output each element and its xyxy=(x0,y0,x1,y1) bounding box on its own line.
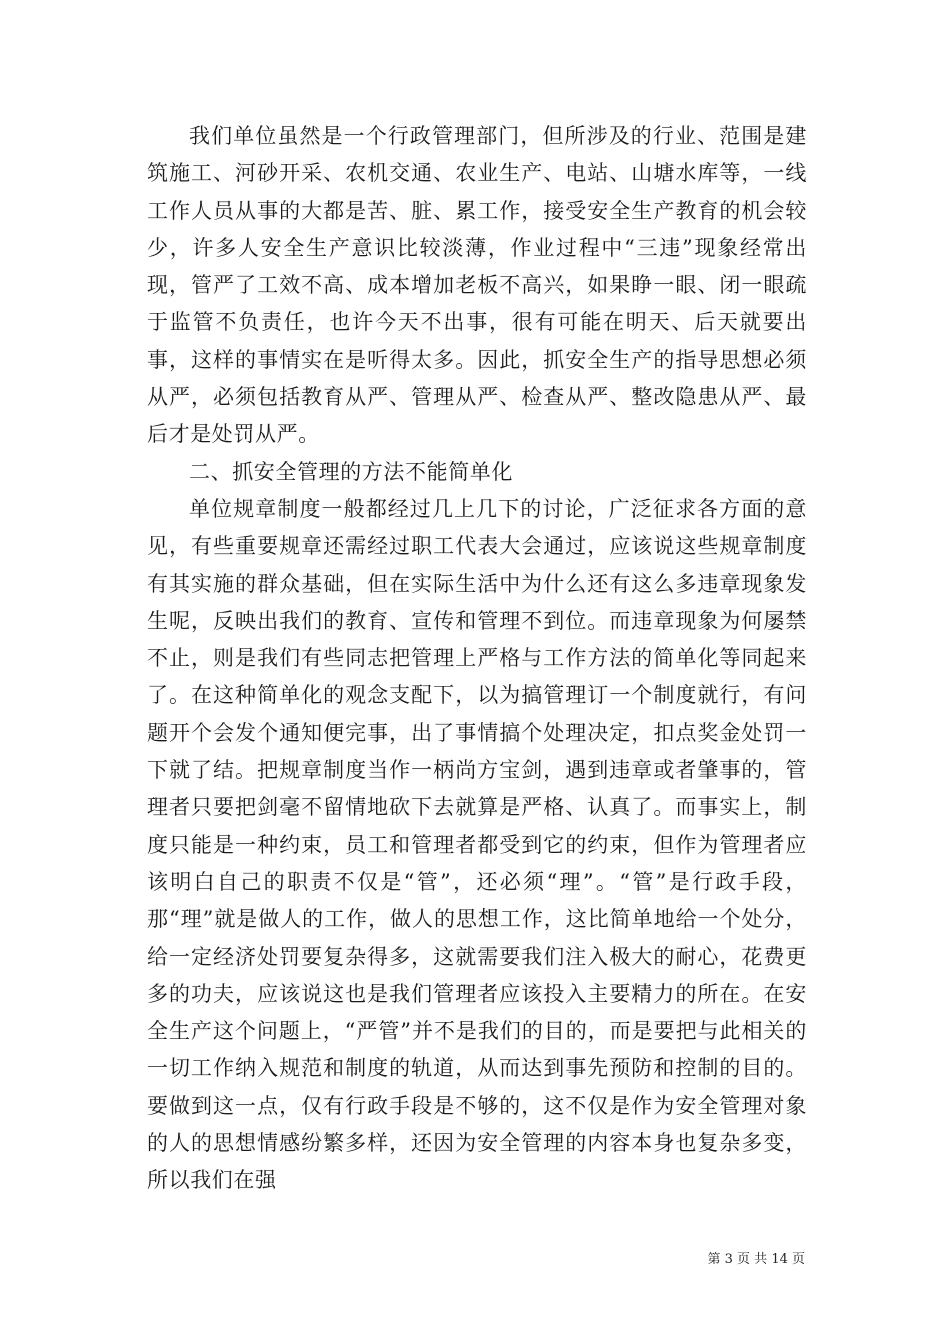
paragraph-industry-scope: 我们单位虽然是一个行政管理部门，但所涉及的行业、范围是建筑施工、河砂开采、农机交通、农业生产、电站、山塘水库等，一线工作人员从事的大都是苦、脏、累工作，接受安全生产教育的机会较少，许多人安全生产意识比较淡薄，作业过程中“三违”现象经常出现，管严了工效不高、成本增加老板不高兴，如果睁一眼、闭一眼疏于监管不负责任，也许今天不出事，很有可能在明天、后天就要出事，这样的事情实在是听得太多。因此，抓安全生产的指导思想必须从严，必须包括教育从严、管理从严、检查从严、整改隐患从严、最后才是处罚从严。 xyxy=(147,124,807,447)
document-body xyxy=(147,118,807,1200)
section-heading-two: 二、抓安全管理的方法不能简单化 xyxy=(189,459,513,484)
page-number-footer: 第 3 页 共 14 页 xyxy=(707,1252,805,1267)
paragraph-management-methods: 单位规章制度一般都经过几上几下的讨论，广泛征求各方面的意见，有些重要规章还需经过职工代表大会通过，应该说这些规章制度有其实施的群众基础，但在实际生活中为什么还有这么多违章现象发生呢，反映出我们的教育、宣传和管理不到位。而违章现象为何屡禁不止，则是我们有些同志把管理上严格与工作方法的简单化等同起来了。在这种简单化的观念支配下，以为搞管理订一个制度就行，有问题开个会发个通知便完事，出了事情搞个处理决定，扣点奖金处罚一下就了结。把规章制度当作一柄尚方宝剑，遇到违章或者肇事的，管理者只要把剑毫不留情地砍下去就算是严格、认真了。而事实上，制度只能是一种约束，员工和管理者都受到它的约束，但作为管理者应该明白自己的职责不仅是“管”，还必须“理”。“管”是行政手段，那“理”就是做人的工作，做人的思想工作，这比简单地给一个处分，给一定经济处罚要复杂得多，这就需要我们注入极大的耐心，花费更多的功夫，应该说这也是我们管理者应该投入主要精力的所在。在安全生产这个问题上，“严管”并不是我们的目的，而是要把与此相关的一切工作纳入规范和制度的轨道，从而达到事先预防和控制的目的。要做到这一点，仅有行政手段是不够的，这不仅是作为安全管理对象的人的思想情感纷繁多样，还因为安全管理的内容本身也复杂多变，所以我们在强 xyxy=(147,496,807,1193)
